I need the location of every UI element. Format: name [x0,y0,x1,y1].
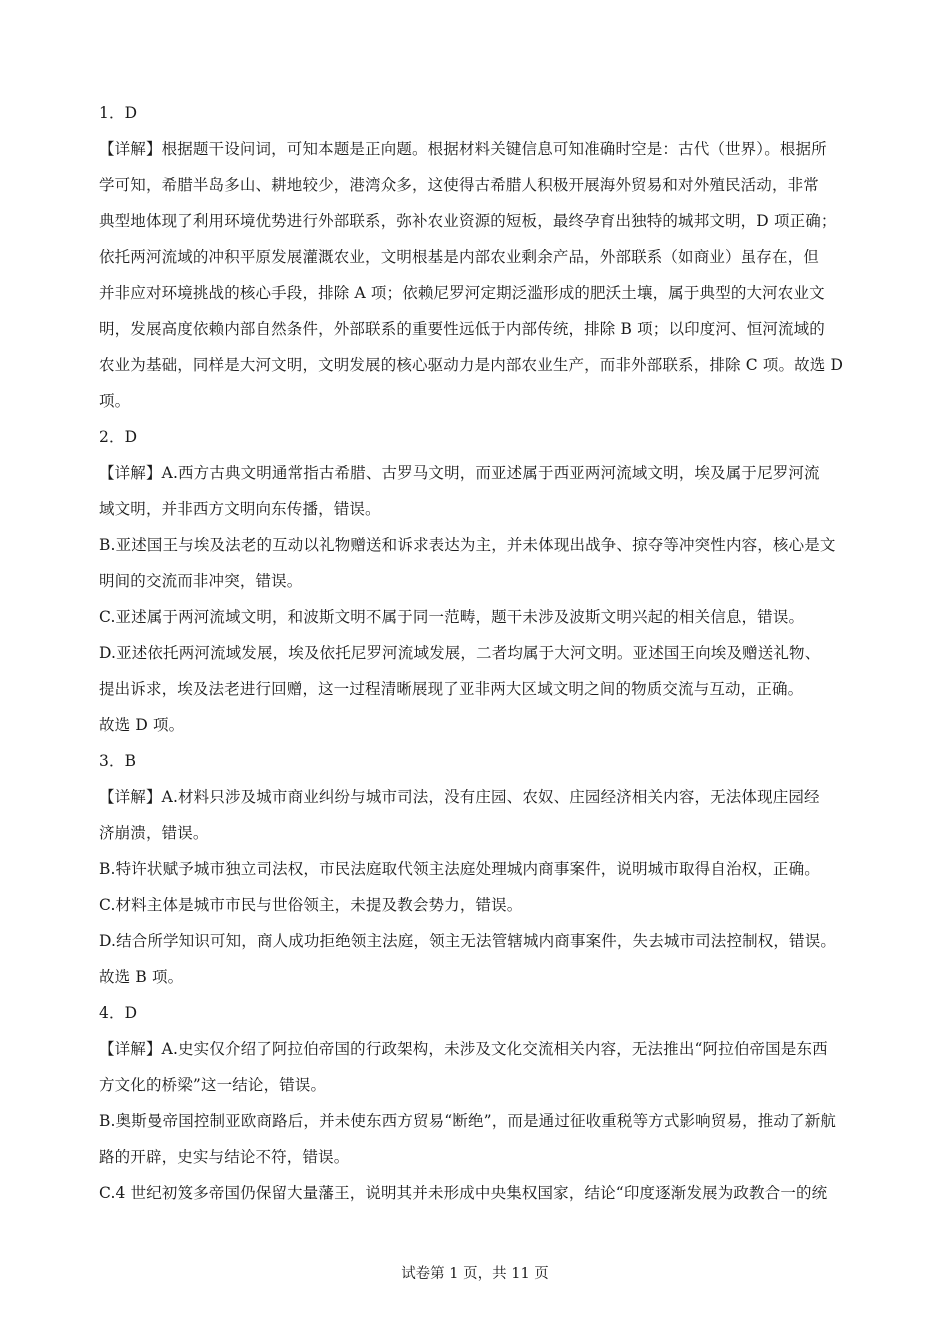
text-line: 学可知，希腊半岛多山、耕地较少，港湾众多，这使得古希腊人积极开展海外贸易和对外殖民活动，非常 [99,176,819,194]
text-line: 农业为基础，同样是大河文明，文明发展的核心驱动力是内部农业生产，而非外部联系，排除 C 项。故选 D [99,356,844,374]
text-line: 济崩溃，错误。 [99,824,209,842]
page-footer: 试卷第 1 页，共 11 页 [401,1266,549,1282]
text-line: 故选 B 项。 [99,968,184,986]
text-line: 项。 [99,392,131,410]
text-line: 依托两河流域的冲积平原发展灌溉农业，文明根基是内部农业剩余产品，外部联系（如商业）虽存在，但 [99,248,819,266]
text-line: 2．D [99,428,138,446]
text-line: 路的开辟，史实与结论不符，错误。 [99,1148,350,1166]
text-line: 【详解】A.材料只涉及城市商业纠纷与城市司法，没有庄园、农奴、庄园经济相关内容，无法体现庄园经 [99,788,820,806]
text-line: C.亚述属于两河流域文明，和波斯文明不属于同一范畴，题干未涉及波斯文明兴起的相关信息，错误。 [99,608,805,626]
text-line: C.4 世纪初笈多帝国仍保留大量藩王，说明其并未形成中央集权国家，结论“印度逐渐发展为政教合一的统 [99,1184,828,1202]
text-line: 故选 D 项。 [99,716,185,734]
text-line: B.亚述国王与埃及法老的互动以礼物赠送和诉求表达为主，并未体现出战争、掠夺等冲突性内容，核心是文 [99,536,836,554]
text-line: 1．D [99,104,138,122]
text-line: B.奥斯曼帝国控制亚欧商路后，并未使东西方贸易“断绝”，而是通过征收重税等方式影响贸易，推动了新航 [99,1112,837,1130]
text-line: 方文化的桥梁”这一结论，错误。 [99,1076,327,1094]
text-line: D.结合所学知识可知，商人成功拒绝领主法庭，领主无法管辖城内商事案件，失去城市司法控制权，错误。 [99,932,837,950]
text-line: C.材料主体是城市市民与世俗领主，未提及教会势力，错误。 [99,896,523,914]
text-line: 明间的交流而非冲突，错误。 [99,572,303,590]
text-line: 【详解】根据题干设问词，可知本题是正向题。根据材料关键信息可知准确时空是：古代（世界）。根据所 [99,140,827,158]
text-line: 【详解】A.史实仅介绍了阿拉伯帝国的行政架构，未涉及文化交流相关内容，无法推出“阿拉伯帝国是东西 [99,1040,828,1058]
answer-text-body [99,95,859,1211]
text-line: 典型地体现了利用环境优势进行外部联系，弥补农业资源的短板，最终孕育出独特的城邦文明，D 项正确； [99,212,837,230]
text-line: 明，发展高度依赖内部自然条件，外部联系的重要性远低于内部传统，排除 B 项；以印度河、恒河流域的 [99,320,825,338]
text-line: 4．D [99,1004,138,1022]
text-line: 域文明，并非西方文明向东传播，错误。 [99,500,381,518]
text-line: D.亚述依托两河流域发展，埃及依托尼罗河流域发展，二者均属于大河文明。亚述国王向埃及赠送礼物、 [99,644,821,662]
text-line: 【详解】A.西方古典文明通常指古希腊、古罗马文明，而亚述属于西亚两河流域文明，埃及属于尼罗河流 [99,464,820,482]
text-line: 提出诉求，埃及法老进行回赠，这一过程清晰展现了亚非两大区域文明之间的物质交流与互动，正确。 [99,680,804,698]
text-line: 3．B [99,752,137,770]
text-line: 并非应对环境挑战的核心手段，排除 A 项；依赖尼罗河定期泛滥形成的肥沃土壤，属于典型的大河农业文 [99,284,825,302]
text-line: B.特许状赋予城市独立司法权，市民法庭取代领主法庭处理城内商事案件，说明城市取得自治权，正确。 [99,860,820,878]
